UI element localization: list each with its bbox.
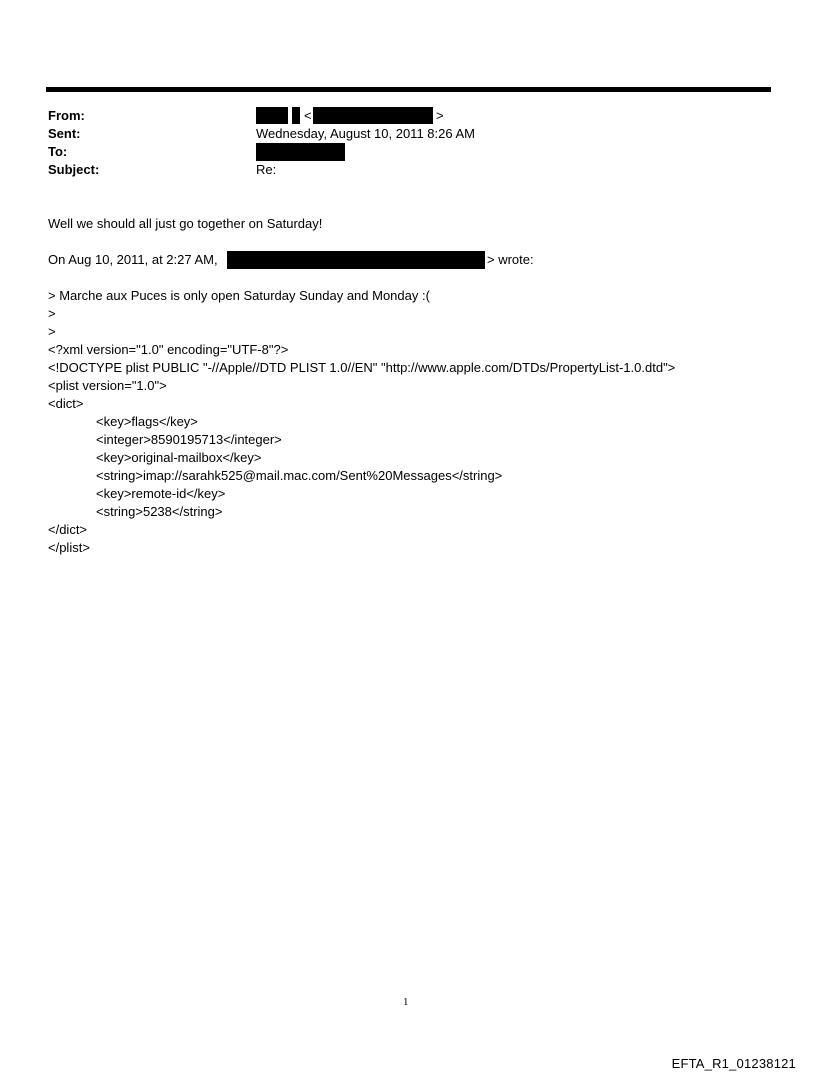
to-label: To:: [48, 144, 68, 159]
body-line-1: Well we should all just go together on Saturday!: [48, 216, 323, 231]
xml-line-3: <plist version="1.0">: [48, 378, 167, 393]
quote-line-1: > Marche aux Puces is only open Saturday Sunday and Monday :(: [48, 288, 430, 303]
redaction-from-name-2: [292, 107, 300, 124]
redaction-from-email: [313, 107, 433, 124]
header-rule: [46, 87, 771, 92]
sent-label: Sent:: [48, 126, 81, 141]
xml-line-12: </plist>: [48, 540, 90, 555]
quote-line-2: >: [48, 306, 56, 321]
xml-line-7: <key>original-mailbox</key>: [96, 450, 262, 465]
quote-line-3: >: [48, 324, 56, 339]
xml-line-5: <key>flags</key>: [96, 414, 198, 429]
from-gt: >: [436, 108, 444, 123]
sent-value: Wednesday, August 10, 2011 8:26 AM: [256, 126, 475, 141]
redaction-wrote-sender: [227, 251, 485, 269]
xml-line-10: <string>5238</string>: [96, 504, 223, 519]
xml-line-9: <key>remote-id</key>: [96, 486, 226, 501]
wrote-prefix: On Aug 10, 2011, at 2:27 AM,: [48, 252, 218, 267]
xml-line-2: <!DOCTYPE plist PUBLIC "-//Apple//DTD PLIST 1.0//EN" "http://www.apple.com/DTDs/PropertyList-1.0.dtd">: [48, 360, 676, 375]
subject-value: Re:: [256, 162, 277, 177]
subject-label: Subject:: [48, 162, 100, 177]
wrote-suffix: > wrote:: [487, 252, 534, 267]
from-label: From:: [48, 108, 85, 123]
redaction-to: [256, 143, 345, 161]
page-number: 1: [403, 996, 409, 1008]
xml-line-6: <integer>8590195713</integer>: [96, 432, 282, 447]
from-lt: <: [304, 108, 312, 123]
xml-line-8: <string>imap://sarahk525@mail.mac.com/Sent%20Messages</string>: [96, 468, 503, 483]
xml-line-11: </dict>: [48, 522, 88, 537]
redaction-from-name-1: [256, 107, 288, 124]
xml-line-1: <?xml version="1.0" encoding="UTF-8"?>: [48, 342, 289, 357]
bates-number: EFTA_R1_01238121: [671, 1056, 796, 1071]
xml-line-4: <dict>: [48, 396, 84, 411]
